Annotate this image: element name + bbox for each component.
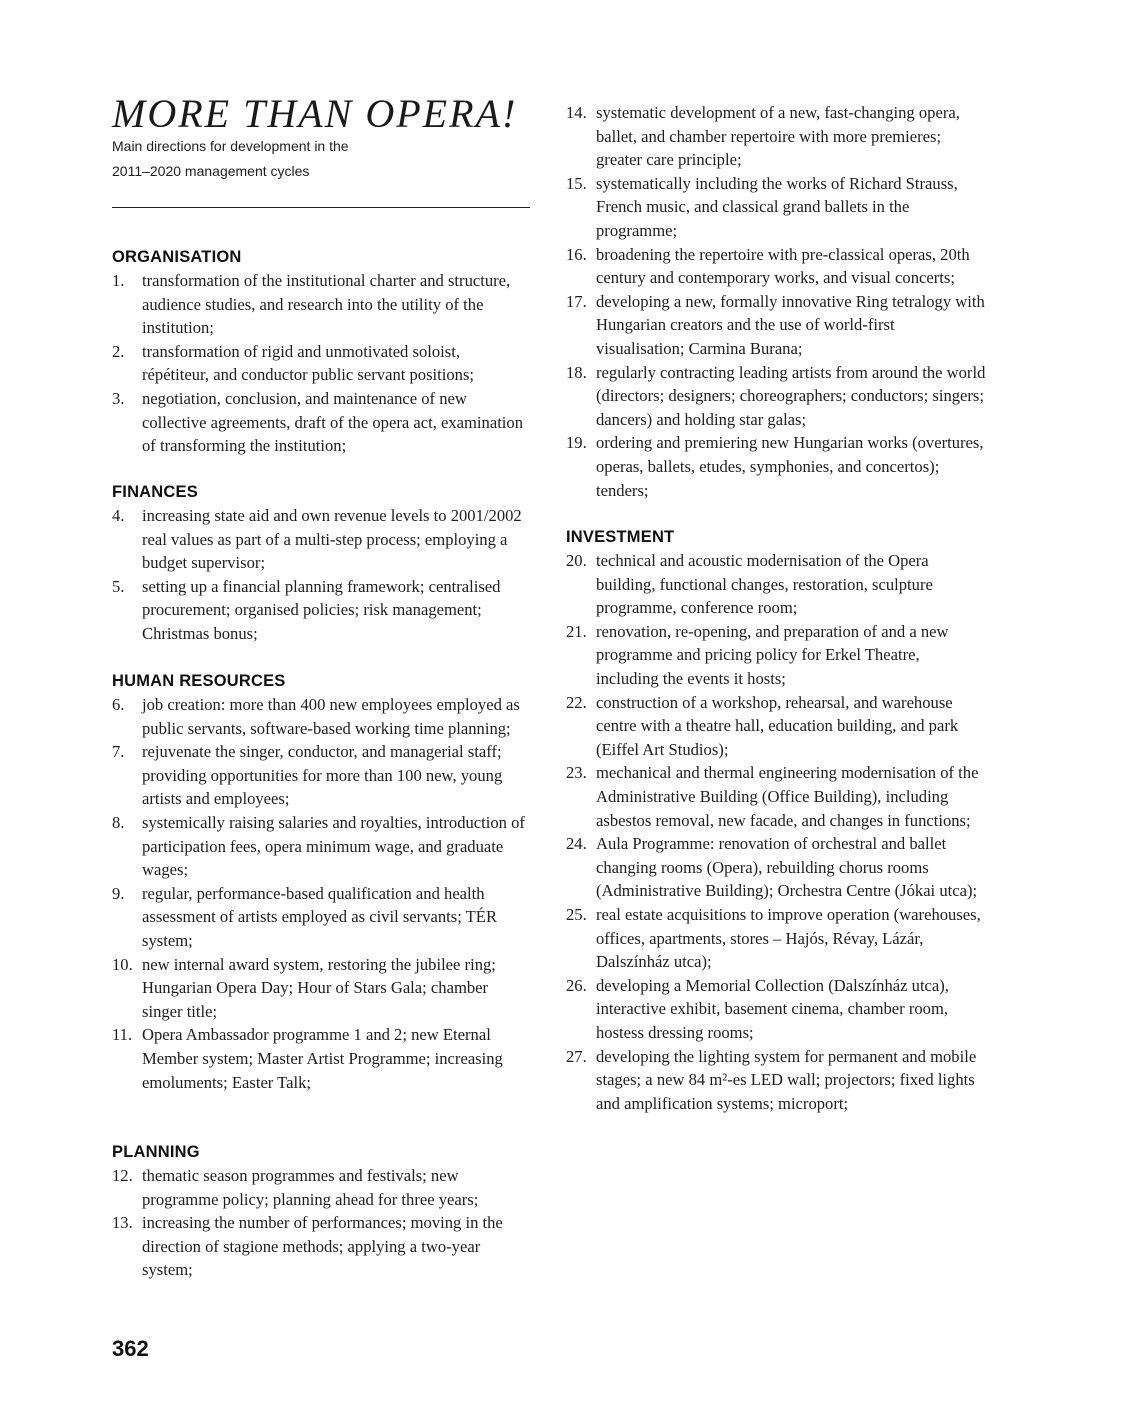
item-number: 20. [566,551,587,571]
item-text: Opera Ambassador programme 1 and 2; new Eternal Member system; Master Artist Programme; increasing emoluments; Easter Talk; [142,1025,503,1092]
item-text: systematic development of a new, fast-changing opera, ballet, and chamber repertoire with more premieres; greater care principle; [596,103,960,170]
section-heading: HUMAN RESOURCES [112,672,286,690]
section-heading: FINANCES [112,483,198,501]
list-item [566,243,986,290]
item-number: 25. [566,905,587,924]
item-number: 8. [112,812,125,832]
list-item [566,431,986,502]
section-investment [566,526,986,1115]
page-number: 362 [112,1336,149,1361]
list-item [112,811,530,882]
item-text: systemically raising salaries and royalties, introduction of participation fees, opera minimum wage, and graduate wages; [142,812,525,880]
item-list [112,504,530,646]
item-text: transformation of rigid and unmotivated soloist, répétiteur, and conductor public servant positions; [142,341,475,385]
section-planning [112,1141,530,1282]
page-title: MORE THAN OPERA! [112,91,518,136]
item-text: regularly contracting leading artists from around the world (directors; designers; choreographers; conductors; singers; dancers) and holding star galas; [596,362,986,429]
item-text: negotiation, conclusion, and maintenance of new collective agreements, draft of the opera act, examination of transforming the institution; [142,388,524,456]
item-number: 13. [112,1213,133,1233]
item-number: 12. [112,1166,133,1185]
list-item [112,953,530,1024]
list-item [112,575,530,646]
list-item [566,172,986,243]
item-list [112,269,530,458]
item-number: 22. [566,692,587,712]
list-item [112,340,530,387]
subtitle-line: Main directions for development in the [112,138,349,154]
item-number: 16. [566,244,587,264]
item-number: 19. [566,433,587,453]
item-text: thematic season programmes and festivals; new programme policy; planning ahead for three years; [142,1166,479,1209]
item-text: rejuvenate the singer, conductor, and managerial staff; providing opportunities for more than 100 new, young artists and employees; [142,742,503,809]
list-item [112,1023,530,1094]
list-item [112,1164,530,1211]
list-item [112,504,530,575]
list-item [566,691,986,762]
item-text: developing a new, formally innovative Ring tetralogy with Hungarian creators and the use of world-first visualisation; Carmina Burana; [596,291,985,358]
item-number: 15. [566,173,587,193]
item-number: 27. [566,1046,587,1066]
list-item [112,740,530,811]
list-item [112,387,530,458]
list-item [566,974,986,1045]
list-item [566,1045,986,1116]
item-number: 6. [112,695,125,714]
item-number: 17. [566,291,587,311]
item-text: transformation of the institutional charter and structure, audience studies, and research into the utility of the institution; [142,271,511,338]
section-heading: INVESTMENT [566,528,675,547]
list-item [566,620,986,691]
item-text: technical and acoustic modernisation of the Opera building, functional changes, restoration, sculpture programme, conference room; [596,551,933,618]
item-number: 10. [112,954,133,974]
item-number: 1. [112,271,125,290]
item-text: regular, performance-based qualification and health assessment of artists employed as civil servants; TÉR system; [142,883,498,950]
item-text: new internal award system, restoring the jubilee ring; Hungarian Opera Day; Hour of Stars Gala; chamber singer title; [142,954,496,1021]
item-text: real estate acquisitions to improve operation (warehouses, offices, apartments, stores – Hajós, Révay, Lázár, Dalszínház utca); [596,905,981,972]
list-item [566,101,986,172]
item-text: job creation: more than 400 new employees employed as public servants, software-based working time planning; [142,695,520,738]
section-finances [112,481,530,646]
list-item [566,361,986,432]
item-number: 5. [112,576,125,596]
item-text: systematically including the works of Richard Strauss, French music, and classical grand ballets in the programme; [596,173,958,240]
section-heading: ORGANISATION [112,248,242,266]
right-column [566,101,986,1115]
item-number: 7. [112,742,125,762]
list-item [112,1211,530,1282]
section-heading: PLANNING [112,1143,200,1161]
item-list [112,1164,530,1282]
item-list [112,693,530,1094]
item-number: 14. [566,103,587,122]
item-text: mechanical and thermal engineering modernisation of the Administrative Building (Office Building), including asbestos removal, new facade, and changes in functions; [596,763,979,830]
section-organisation [112,246,530,458]
item-number: 24. [566,834,587,854]
list-item [112,693,530,740]
item-text: renovation, re-opening, and preparation of and a new programme and pricing policy for Erkel Theatre, including the events it hosts; [596,621,949,689]
item-text: broadening the repertoire with pre-classical operas, 20th century and contemporary works, and visual concerts; [596,244,970,288]
list-item [566,761,986,832]
list-item [112,269,530,340]
item-list [566,101,986,502]
item-number: 2. [112,341,125,361]
item-number: 18. [566,362,587,382]
item-text: increasing state aid and own revenue levels to 2001/2002 real values as part of a multi-step process; employing a budget supervisor; [142,506,522,573]
list-item [566,903,986,974]
item-text: Aula Programme: renovation of orchestral and ballet changing rooms (Opera), rebuilding chorus rooms (Administrative Building); Orchestra Centre (Jókai utca); [596,834,978,901]
section-human-resources [112,670,530,1094]
item-number: 26. [566,975,587,995]
item-number: 3. [112,388,125,408]
item-number: 11. [112,1025,133,1045]
list-item [566,549,986,620]
item-text: construction of a workshop, rehearsal, and warehouse centre with a theatre hall, education building, and park (Eiffel Art Studios); [596,692,959,759]
item-number: 23. [566,763,587,783]
item-list [566,549,986,1115]
left-column [112,0,530,1418]
item-number: 21. [566,621,587,641]
item-text: setting up a financial planning framework; centralised procurement; organised policies; risk management; Christmas bonus; [142,576,501,643]
list-item [566,832,986,903]
list-item [112,882,530,953]
item-number: 9. [112,883,125,903]
list-item [566,290,986,361]
item-text: developing the lighting system for permanent and mobile stages; a new 84 m²-es LED wall; projectors; fixed lights and amplification systems; microport; [596,1046,977,1113]
item-text: increasing the number of performances; moving in the direction of stagione methods; applying a two-year system; [142,1213,503,1280]
item-text: developing a Memorial Collection (Dalszínház utca), interactive exhibit, basement cinema, chamber room, hostess dressing rooms; [596,975,949,1042]
item-text: ordering and premiering new Hungarian works (overtures, operas, ballets, etudes, symphonies, and concertos); tenders; [596,433,984,500]
subtitle-line: 2011–2020 management cycles [112,163,310,179]
item-number: 4. [112,506,125,525]
